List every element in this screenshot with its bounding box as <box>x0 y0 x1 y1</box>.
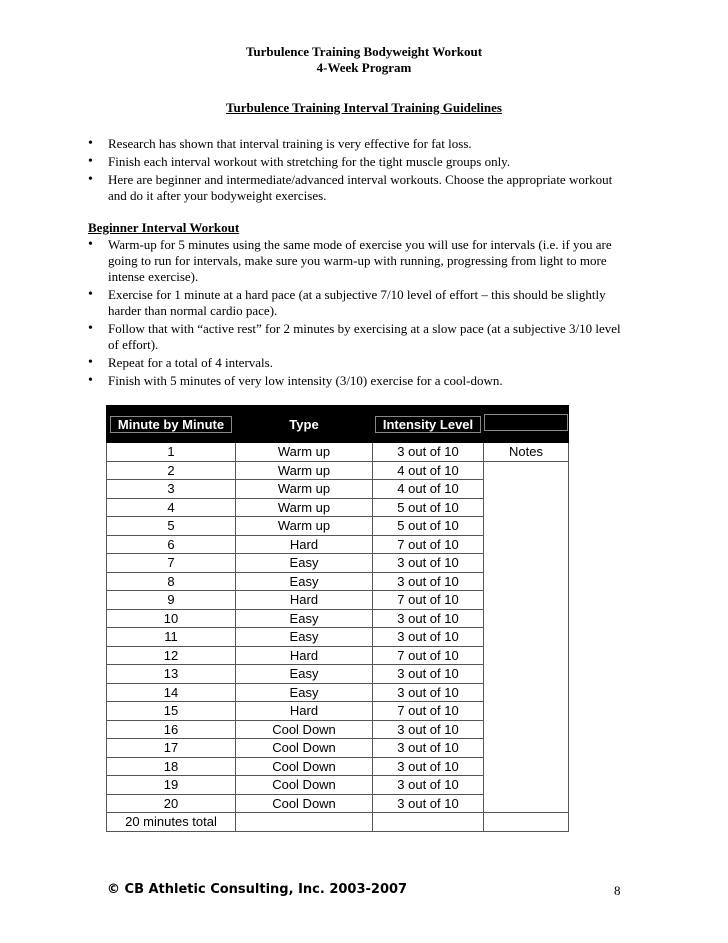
header-intensity: Intensity Level <box>373 406 484 443</box>
cell-minute: 20 <box>107 794 236 813</box>
cell-notes <box>484 665 569 684</box>
cell-intensity: 3 out of 10 <box>373 554 484 573</box>
cell-intensity: 3 out of 10 <box>373 683 484 702</box>
header-type: Type <box>236 406 373 443</box>
cell-minute: 2 <box>107 461 236 480</box>
cell-minute: 16 <box>107 720 236 739</box>
cell-type: Warm up <box>236 498 373 517</box>
table-row <box>107 517 569 536</box>
title-line-2: 4-Week Program <box>316 60 412 75</box>
cell-minute: 8 <box>107 572 236 591</box>
cell-type: Easy <box>236 683 373 702</box>
cell-intensity: 4 out of 10 <box>373 461 484 480</box>
page-number: 8 <box>614 883 621 898</box>
cell-intensity: 7 out of 10 <box>373 535 484 554</box>
cell-empty <box>373 813 484 832</box>
cell-intensity: 3 out of 10 <box>373 609 484 628</box>
cell-minute: 3 <box>107 480 236 499</box>
copyright-footer: © CB Athletic Consulting, Inc. 2003-2007 <box>107 882 408 897</box>
cell-type: Cool Down <box>236 757 373 776</box>
cell-minute: 7 <box>107 554 236 573</box>
cell-minute: 18 <box>107 757 236 776</box>
cell-minute: 15 <box>107 702 236 721</box>
cell-notes <box>484 461 569 480</box>
cell-intensity: 7 out of 10 <box>373 646 484 665</box>
cell-minute: 12 <box>107 646 236 665</box>
cell-minute: 17 <box>107 739 236 758</box>
cell-notes <box>484 591 569 610</box>
cell-minute: 14 <box>107 683 236 702</box>
cell-intensity: 5 out of 10 <box>373 498 484 517</box>
beginner-title: Beginner Interval Workout <box>88 220 240 235</box>
cell-minute: 10 <box>107 609 236 628</box>
guidelines-heading: Turbulence Training Interval Training Guidelines <box>226 100 502 115</box>
cell-notes <box>484 683 569 702</box>
list-item: • Here are beginner and intermediate/advanced interval workouts. Choose the appropriate workout and do it after your bodyweight exercises. <box>88 172 628 204</box>
cell-type: Easy <box>236 665 373 684</box>
table-row <box>107 554 569 573</box>
table-total-row <box>107 813 569 832</box>
cell-type: Easy <box>236 628 373 647</box>
table-body <box>107 443 569 832</box>
cell-intensity: 3 out of 10 <box>373 739 484 758</box>
cell-type: Cool Down <box>236 794 373 813</box>
cell-intensity: 5 out of 10 <box>373 517 484 536</box>
cell-notes <box>484 794 569 813</box>
document-title <box>0 44 728 76</box>
interval-table <box>106 405 569 832</box>
cell-notes <box>484 535 569 554</box>
cell-type: Warm up <box>236 461 373 480</box>
cell-notes <box>484 702 569 721</box>
cell-intensity: 3 out of 10 <box>373 720 484 739</box>
cell-notes <box>484 739 569 758</box>
cell-minute: 5 <box>107 517 236 536</box>
cell-minute: 4 <box>107 498 236 517</box>
list-item: • Exercise for 1 minute at a hard pace (at a subjective 7/10 level of effort – this should be slightly harder than normal cardio pace). <box>88 287 628 319</box>
table-row <box>107 498 569 517</box>
cell-intensity: 3 out of 10 <box>373 776 484 795</box>
cell-notes <box>484 572 569 591</box>
cell-intensity: 3 out of 10 <box>373 794 484 813</box>
table-row <box>107 535 569 554</box>
beginner-list <box>88 237 628 391</box>
guidelines-list <box>88 136 628 206</box>
cell-notes <box>484 776 569 795</box>
table-row <box>107 702 569 721</box>
table-row <box>107 591 569 610</box>
cell-type: Easy <box>236 609 373 628</box>
table-row <box>107 776 569 795</box>
list-item: • Finish with 5 minutes of very low intensity (3/10) exercise for a cool-down. <box>88 373 628 389</box>
cell-intensity: 3 out of 10 <box>373 628 484 647</box>
cell-type: Hard <box>236 646 373 665</box>
list-item: • Repeat for a total of 4 intervals. <box>88 355 628 371</box>
cell-intensity: 3 out of 10 <box>373 757 484 776</box>
table-row <box>107 739 569 758</box>
cell-minute: 13 <box>107 665 236 684</box>
cell-minute: 19 <box>107 776 236 795</box>
cell-minute: 9 <box>107 591 236 610</box>
cell-type: Hard <box>236 702 373 721</box>
cell-total: 20 minutes total <box>107 813 236 832</box>
cell-type: Easy <box>236 572 373 591</box>
cell-empty <box>484 813 569 832</box>
table-row <box>107 461 569 480</box>
list-item: • Finish each interval workout with stretching for the tight muscle groups only. <box>88 154 628 170</box>
cell-type: Cool Down <box>236 776 373 795</box>
table-row <box>107 665 569 684</box>
cell-type: Hard <box>236 535 373 554</box>
table-row <box>107 646 569 665</box>
list-item: • Follow that with “active rest” for 2 minutes by exercising at a slow pace (at a subjective 3/10 level of effort). <box>88 321 628 353</box>
header-blank <box>484 406 569 443</box>
cell-notes <box>484 498 569 517</box>
cell-notes <box>484 720 569 739</box>
cell-empty <box>236 813 373 832</box>
cell-notes: Notes <box>484 443 569 462</box>
cell-minute: 11 <box>107 628 236 647</box>
header-minute: Minute by Minute <box>107 406 236 443</box>
table-header-row <box>107 406 569 443</box>
cell-intensity: 7 out of 10 <box>373 591 484 610</box>
cell-type: Warm up <box>236 480 373 499</box>
table-row <box>107 757 569 776</box>
cell-notes <box>484 554 569 573</box>
cell-type: Warm up <box>236 443 373 462</box>
cell-notes <box>484 646 569 665</box>
table-row <box>107 572 569 591</box>
cell-intensity: 3 out of 10 <box>373 572 484 591</box>
cell-notes <box>484 609 569 628</box>
list-item: • Warm-up for 5 minutes using the same mode of exercise you will use for intervals (i.e. if you are going to run for intervals, make sure you warm-up with running, progressing from light to more intense exercise). <box>88 237 628 285</box>
title-line-1: Turbulence Training Bodyweight Workout <box>245 44 483 59</box>
cell-intensity: 7 out of 10 <box>373 702 484 721</box>
table-row <box>107 628 569 647</box>
list-item: • Research has shown that interval training is very effective for fat loss. <box>88 136 628 152</box>
cell-type: Warm up <box>236 517 373 536</box>
cell-intensity: 3 out of 10 <box>373 443 484 462</box>
cell-type: Easy <box>236 554 373 573</box>
table-row <box>107 720 569 739</box>
table-row <box>107 480 569 499</box>
cell-minute: 1 <box>107 443 236 462</box>
cell-intensity: 3 out of 10 <box>373 665 484 684</box>
cell-minute: 6 <box>107 535 236 554</box>
table-row <box>107 794 569 813</box>
cell-notes <box>484 517 569 536</box>
table-row <box>107 683 569 702</box>
cell-type: Hard <box>236 591 373 610</box>
cell-type: Cool Down <box>236 720 373 739</box>
cell-notes <box>484 628 569 647</box>
table-row <box>107 443 569 462</box>
cell-notes <box>484 757 569 776</box>
cell-intensity: 4 out of 10 <box>373 480 484 499</box>
cell-notes <box>484 480 569 499</box>
table-row <box>107 609 569 628</box>
cell-type: Cool Down <box>236 739 373 758</box>
